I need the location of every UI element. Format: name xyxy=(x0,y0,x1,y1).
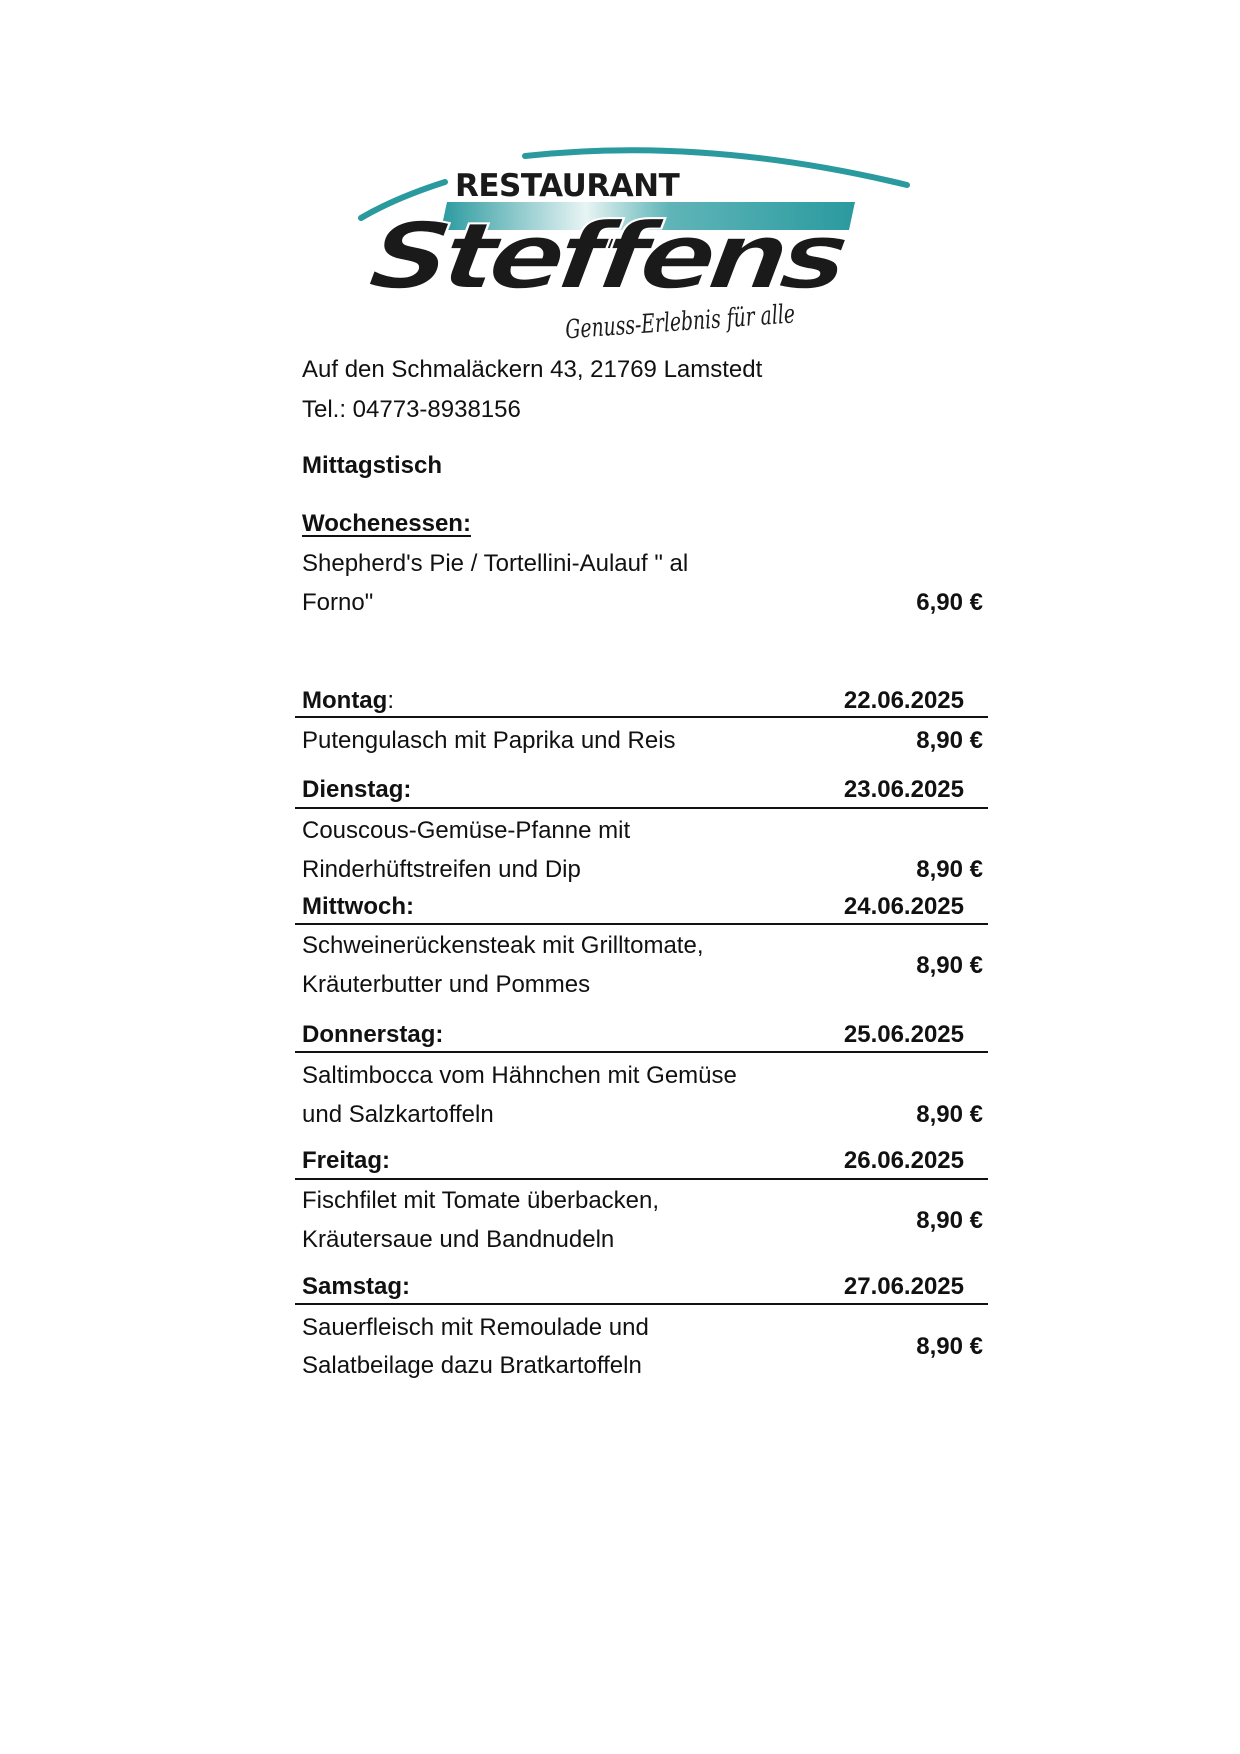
weekly-dish-line-1: Shepherd's Pie / Tortellini-Aulauf " al xyxy=(302,550,689,577)
dish-line: Sauerfleisch mit Remoulade und xyxy=(302,1314,649,1341)
day-date: 22.06.2025 xyxy=(843,687,964,714)
dish-line: Couscous-Gemüse-Pfanne mit xyxy=(302,817,631,844)
dish-price: 8,90 € xyxy=(916,1101,983,1128)
dish-price: 8,90 € xyxy=(916,727,983,754)
divider xyxy=(295,1051,988,1053)
day-date: 24.06.2025 xyxy=(843,893,964,920)
dish-line: Kräutersaue und Bandnudeln xyxy=(302,1226,615,1253)
logo-tagline: Genuss-Erlebnis für alle xyxy=(564,293,884,345)
divider xyxy=(295,1303,988,1305)
day-heading-montag xyxy=(302,686,394,716)
day-heading-dienstag: Dienstag: xyxy=(302,776,412,803)
divider xyxy=(295,807,988,809)
logo-brand-name: Steffens xyxy=(363,202,766,310)
weekly-label: Wochenessen: xyxy=(302,510,471,537)
dish-price: 8,90 € xyxy=(916,856,983,883)
dish-line: Rinderhüftstreifen und Dip xyxy=(302,856,581,883)
logo-brand-top: RESTAURANT xyxy=(455,168,680,204)
day-date: 25.06.2025 xyxy=(843,1021,964,1048)
dish-line: Fischfilet mit Tomate überbacken, xyxy=(302,1187,660,1214)
day-heading-donnerstag: Donnerstag: xyxy=(302,1021,444,1048)
day-heading-samstag: Samstag: xyxy=(302,1273,411,1300)
day-heading-freitag: Freitag: xyxy=(302,1147,391,1174)
dish-line: Salatbeilage dazu Bratkartoffeln xyxy=(302,1352,642,1379)
dish-price: 8,90 € xyxy=(916,952,983,979)
dish-line: und Salzkartoffeln xyxy=(302,1101,494,1128)
dish-price: 8,90 € xyxy=(916,1333,983,1360)
dish-line: Saltimbocca vom Hähnchen mit Gemüse xyxy=(302,1062,737,1089)
divider xyxy=(295,1178,988,1180)
day-heading-mittwoch: Mittwoch: xyxy=(302,893,414,920)
dish-line: Putengulasch mit Paprika und Reis xyxy=(302,727,676,754)
restaurant-logo xyxy=(355,140,915,345)
weekly-price: 6,90 € xyxy=(916,589,983,616)
weekly-dish-line-2: Forno" xyxy=(302,589,374,616)
dish-line: Kräuterbutter und Pommes xyxy=(302,971,591,998)
day-name: Montag xyxy=(302,687,388,714)
divider xyxy=(295,923,988,925)
day-date: 27.06.2025 xyxy=(843,1273,964,1300)
day-colon: : xyxy=(387,687,394,714)
day-date: 23.06.2025 xyxy=(843,776,964,803)
address: Auf den Schmaläckern 43, 21769 Lamstedt xyxy=(302,356,763,383)
dish-price: 8,90 € xyxy=(916,1207,983,1234)
phone: Tel.: 04773-8938156 xyxy=(302,396,521,423)
divider xyxy=(295,716,988,718)
day-date: 26.06.2025 xyxy=(843,1147,964,1174)
dish-line: Schweinerückensteak mit Grilltomate, xyxy=(302,932,704,959)
menu-title: Mittagstisch xyxy=(302,452,443,479)
